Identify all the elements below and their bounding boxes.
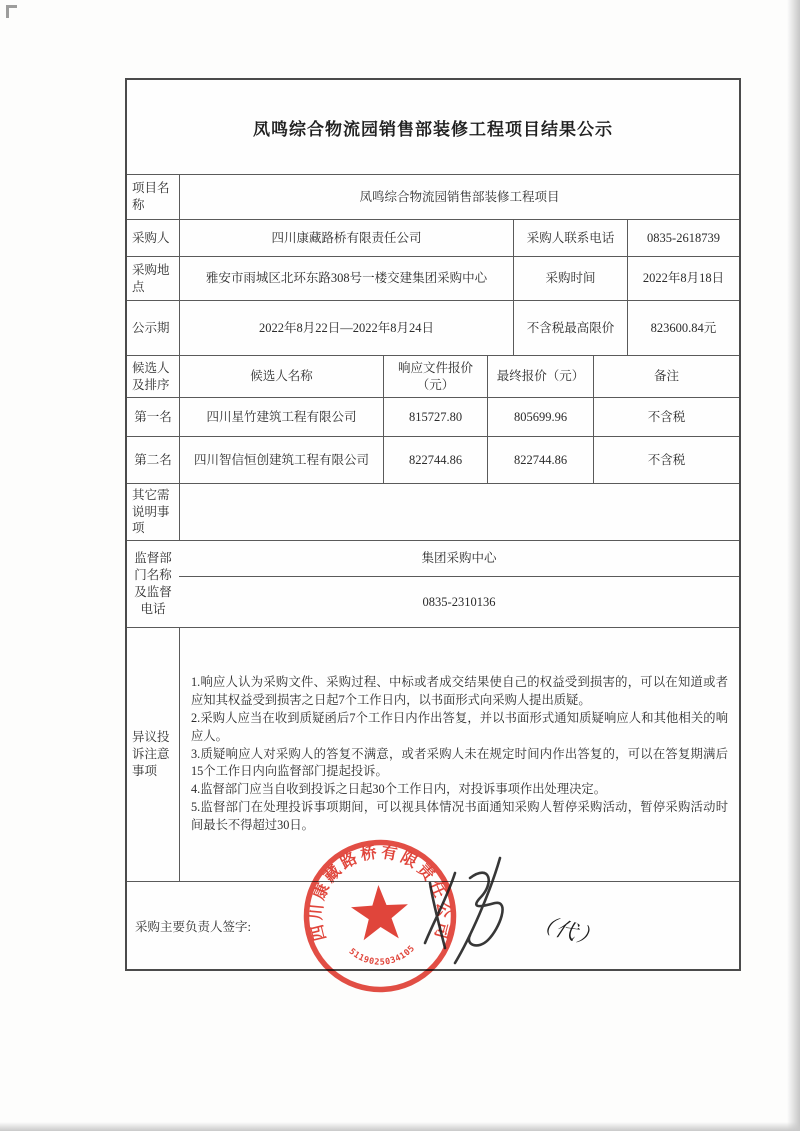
scan-corner-mark [6,5,17,18]
purchaser-value: 四川康藏路桥有限责任公司 [179,220,513,256]
objection-cell [179,628,739,881]
candidate-row-2 [127,436,739,483]
supervisor-values [179,541,739,627]
supervisor-dept-value: 集团采购中心 [421,551,497,566]
location-value: 雅安市雨城区北环东路308号一楼交建集团采购中心 [179,257,513,300]
publicity-value: 2022年8月22日—2022年8月24日 [179,301,513,355]
objection-item-2: 2.采购人应当在收到质疑函后7个工作日内作出答复，并以书面形式通知质疑响应人和其他相关的响应人。 [191,710,728,743]
table-row-other-notes [127,483,739,540]
handwritten-signature [405,848,605,973]
candidates-name-header: 候选人名称 [179,356,383,397]
candidate-1-note: 不含税 [593,398,739,436]
objection-item-5: 5.监督部门在处理投诉事项期间，可以视具体情况书面通知采购人暂停采购活动，暂停采购活动时间最长不得超过30日。 [191,800,728,832]
candidate-2-rank: 第二名 [134,452,172,467]
scan-edge-bottom [0,1122,800,1131]
purchaser-phone-label: 采购人联系电话 [513,220,627,256]
candidate-2-bid: 822744.86 [383,437,487,483]
seal-company-text: 四川康藏路桥有限责任公司 [308,844,452,944]
title-row [127,80,739,174]
candidate-1-rank: 第一名 [134,409,172,424]
seal-star-icon [350,884,410,941]
candidate-2-final: 822744.86 [487,437,593,483]
scan-edge-right [787,0,800,1131]
objection-label: 异议投诉注意事项 [132,730,170,778]
supervisor-label: 监督部门名称及监督电话 [134,551,172,616]
table-row-project [127,174,739,219]
table-row-location [127,256,739,300]
candidates-bid-header: 响应文件报价（元） [383,356,487,397]
page-title: 凤鸣综合物流园销售部装修工程项目结果公示 [253,119,613,139]
candidate-1-name: 四川星竹建筑工程有限公司 [179,398,383,436]
purchase-time-value: 2022年8月18日 [627,257,739,300]
candidates-final-header: 最终报价（元） [487,356,593,397]
candidates-header-row [127,355,739,397]
purchaser-phone-value: 0835-2618739 [627,220,739,256]
objection-item-4: 4.监督部门应当自收到投诉之日起30个工作日内，对投诉事项作出处理决定。 [191,782,607,797]
candidate-1-bid: 815727.80 [383,398,487,436]
signature-annotation: （代） [529,911,605,951]
max-price-label: 不含税最高限价 [513,301,627,355]
purchaser-label: 采购人 [132,230,170,245]
objection-text [184,670,735,838]
objection-item-3: 3.质疑响应人对采购人的答复不满意，或者采购人未在规定时间内作出答复的，可以在答复期满后15个工作日内向监督部门提起投诉。 [191,746,728,779]
other-notes-label: 其它需说明事项 [132,487,170,536]
candidate-2-name: 四川智信恒创建筑工程有限公司 [179,437,383,483]
table-row-purchaser [127,219,739,256]
supervisor-phone-value: 0835-2310136 [179,576,739,627]
publicity-label: 公示期 [132,320,170,335]
candidate-row-1 [127,397,739,436]
other-notes-value [179,484,739,540]
candidates-rank-header: 候选人及排序 [132,360,170,392]
location-label: 采购地点 [132,262,170,294]
project-name-label: 项目名称 [132,181,170,212]
candidates-note-header: 备注 [593,356,739,397]
max-price-value: 823600.84元 [627,301,739,355]
purchase-time-label: 采购时间 [513,257,627,300]
objection-item-1: 1.响应人认为采购文件、采购过程、中标或者成交结果使自己的权益受到损害的，可以在知道或者应知其权益受到损害之日起7个工作日内，以书面形式向采购人提出质疑。 [191,675,728,708]
signature-label: 采购主要负责人签字: [135,919,251,934]
project-name-value: 凤鸣综合物流园销售部装修工程项目 [179,175,739,219]
table-row-supervisor [127,540,739,627]
seal-serial-text: 5119025034105 [346,943,418,968]
table-row-publicity [127,300,739,355]
candidate-2-note: 不含税 [593,437,739,483]
candidate-1-final: 805699.96 [487,398,593,436]
